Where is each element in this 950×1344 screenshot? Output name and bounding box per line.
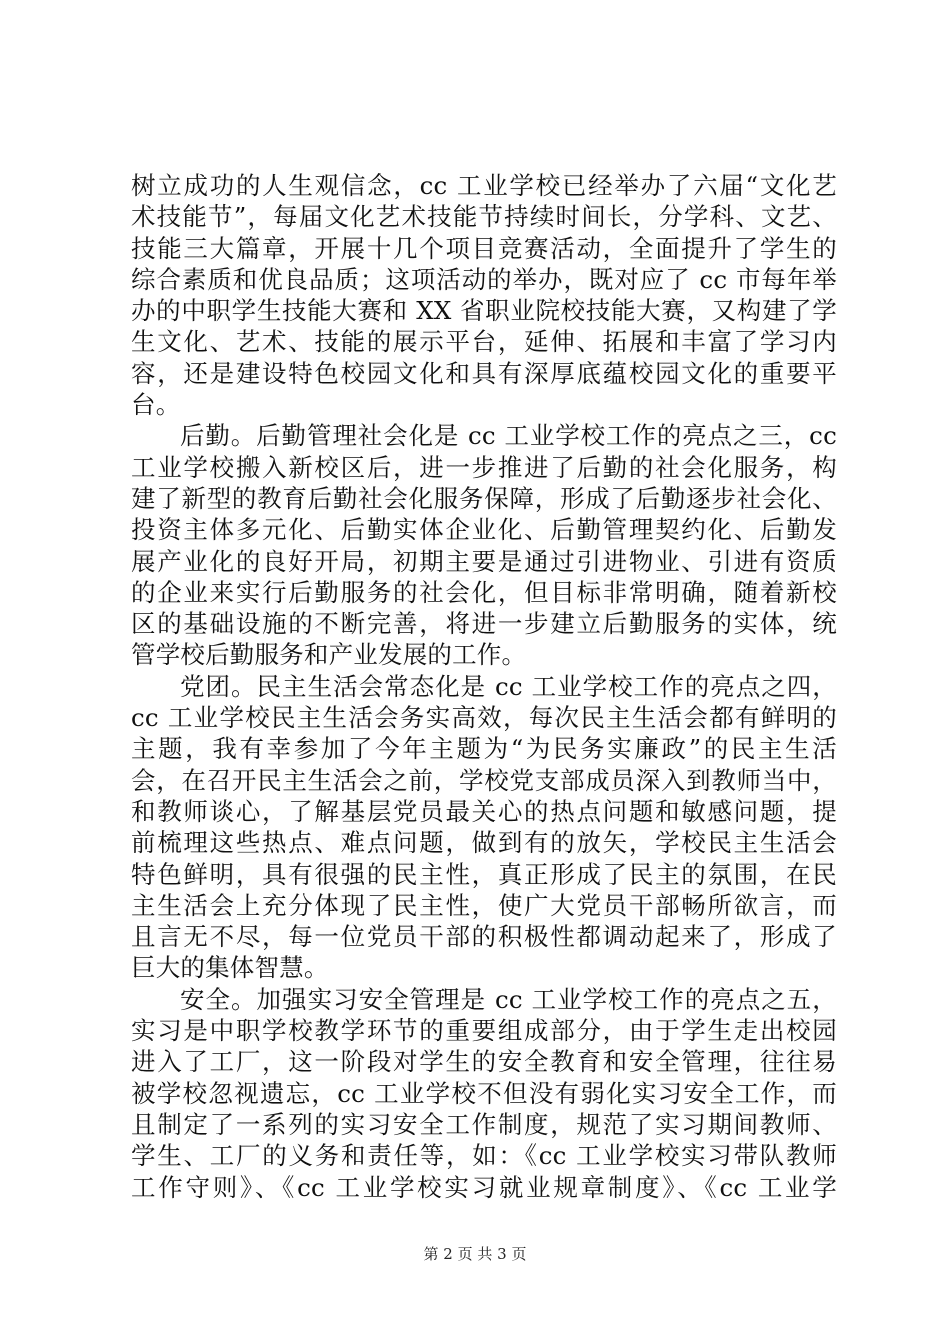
document-body (131, 170, 837, 1203)
text-line: 综合素质和优良品质；这项活动的举办，既对应了 cc 市每年举 (131, 264, 837, 294)
text-line: 容，还是建设特色校园文化和具有深厚底蕴校园文化的重要平 (131, 358, 837, 388)
text-line: 进入了工厂，这一阶段对学生的安全教育和安全管理，往往易 (131, 1047, 837, 1077)
text-line: 特色鲜明，具有很强的民主性，真正形成了民主的氛围，在民 (131, 859, 837, 889)
text-line: 投资主体多元化、后勤实体企业化、后勤管理契约化、后勤发 (131, 515, 837, 545)
text-line: 工作守则》、《cc 工业学校实习就业规章制度》、《cc 工业学 (131, 1172, 837, 1202)
text-line: 巨大的集体智慧。 (131, 953, 329, 983)
text-line: 被学校忽视遗忘，cc 工业学校不但没有弱化实习安全工作，而 (131, 1078, 837, 1108)
page-number-footer: 第 2 页 共 3 页 (423, 1245, 527, 1263)
text-line: 术技能节”，每届文化艺术技能节持续时间长，分学科、文艺、 (131, 202, 837, 232)
text-line: 前梳理这些热点、难点问题，做到有的放矢，学校民主生活会 (131, 828, 837, 858)
text-line: 展产业化的良好开局，初期主要是通过引进物业、引进有资质 (131, 546, 837, 576)
text-line: 主生活会上充分体现了民主性，使广大党员干部畅所欲言，而 (131, 890, 837, 920)
text-line: 技能三大篇章，开展十几个项目竞赛活动，全面提升了学生的 (131, 233, 837, 263)
paragraph-start-line: 党团。民主生活会常态化是 cc 工业学校工作的亮点之四， (180, 671, 837, 701)
text-line: 且制定了一系列的实习安全工作制度，规范了实习期间教师、 (131, 1109, 837, 1139)
text-line: 区的基础设施的不断完善，将进一步建立后勤服务的实体，统 (131, 609, 837, 639)
paragraph-start-line: 安全。加强实习安全管理是 cc 工业学校工作的亮点之五， (180, 984, 837, 1014)
text-line: cc 工业学校民主生活会务实高效，每次民主生活会都有鲜明的 (131, 703, 837, 733)
text-line: 台。 (131, 390, 181, 420)
text-line: 办的中职学生技能大赛和 XX 省职业院校技能大赛，又构建了学 (131, 296, 837, 326)
text-line: 管学校后勤服务和产业发展的工作。 (131, 640, 527, 670)
text-line: 会，在召开民主生活会之前，学校党支部成员深入到教师当中， (131, 765, 837, 795)
text-line: 的企业来实行后勤服务的社会化，但目标非常明确，随着新校 (131, 577, 837, 607)
paragraph-start-line: 后勤。后勤管理社会化是 cc 工业学校工作的亮点之三，cc (180, 421, 837, 451)
text-line: 树立成功的人生观信念，cc 工业学校已经举办了六届“文化艺 (131, 171, 837, 200)
text-line: 且言无不尽，每一位党员干部的积极性都调动起来了，形成了 (131, 922, 837, 952)
text-line: 学生、工厂的义务和责任等，如：《cc 工业学校实习带队教师 (131, 1141, 837, 1171)
text-line: 实习是中职学校教学环节的重要组成部分，由于学生走出校园 (131, 1016, 837, 1046)
text-line: 建了新型的教育后勤社会化服务保障，形成了后勤逐步社会化、 (131, 483, 837, 513)
text-line: 和教师谈心，了解基层党员最关心的热点问题和敏感问题，提 (131, 796, 837, 826)
text-line: 工业学校搬入新校区后，进一步推进了后勤的社会化服务，构 (131, 452, 837, 482)
text-line: 主题，我有幸参加了今年主题为“为民务实廉政”的民主生活 (131, 734, 837, 764)
text-line: 生文化、艺术、技能的展示平台，延伸、拓展和丰富了学习内 (131, 327, 837, 357)
